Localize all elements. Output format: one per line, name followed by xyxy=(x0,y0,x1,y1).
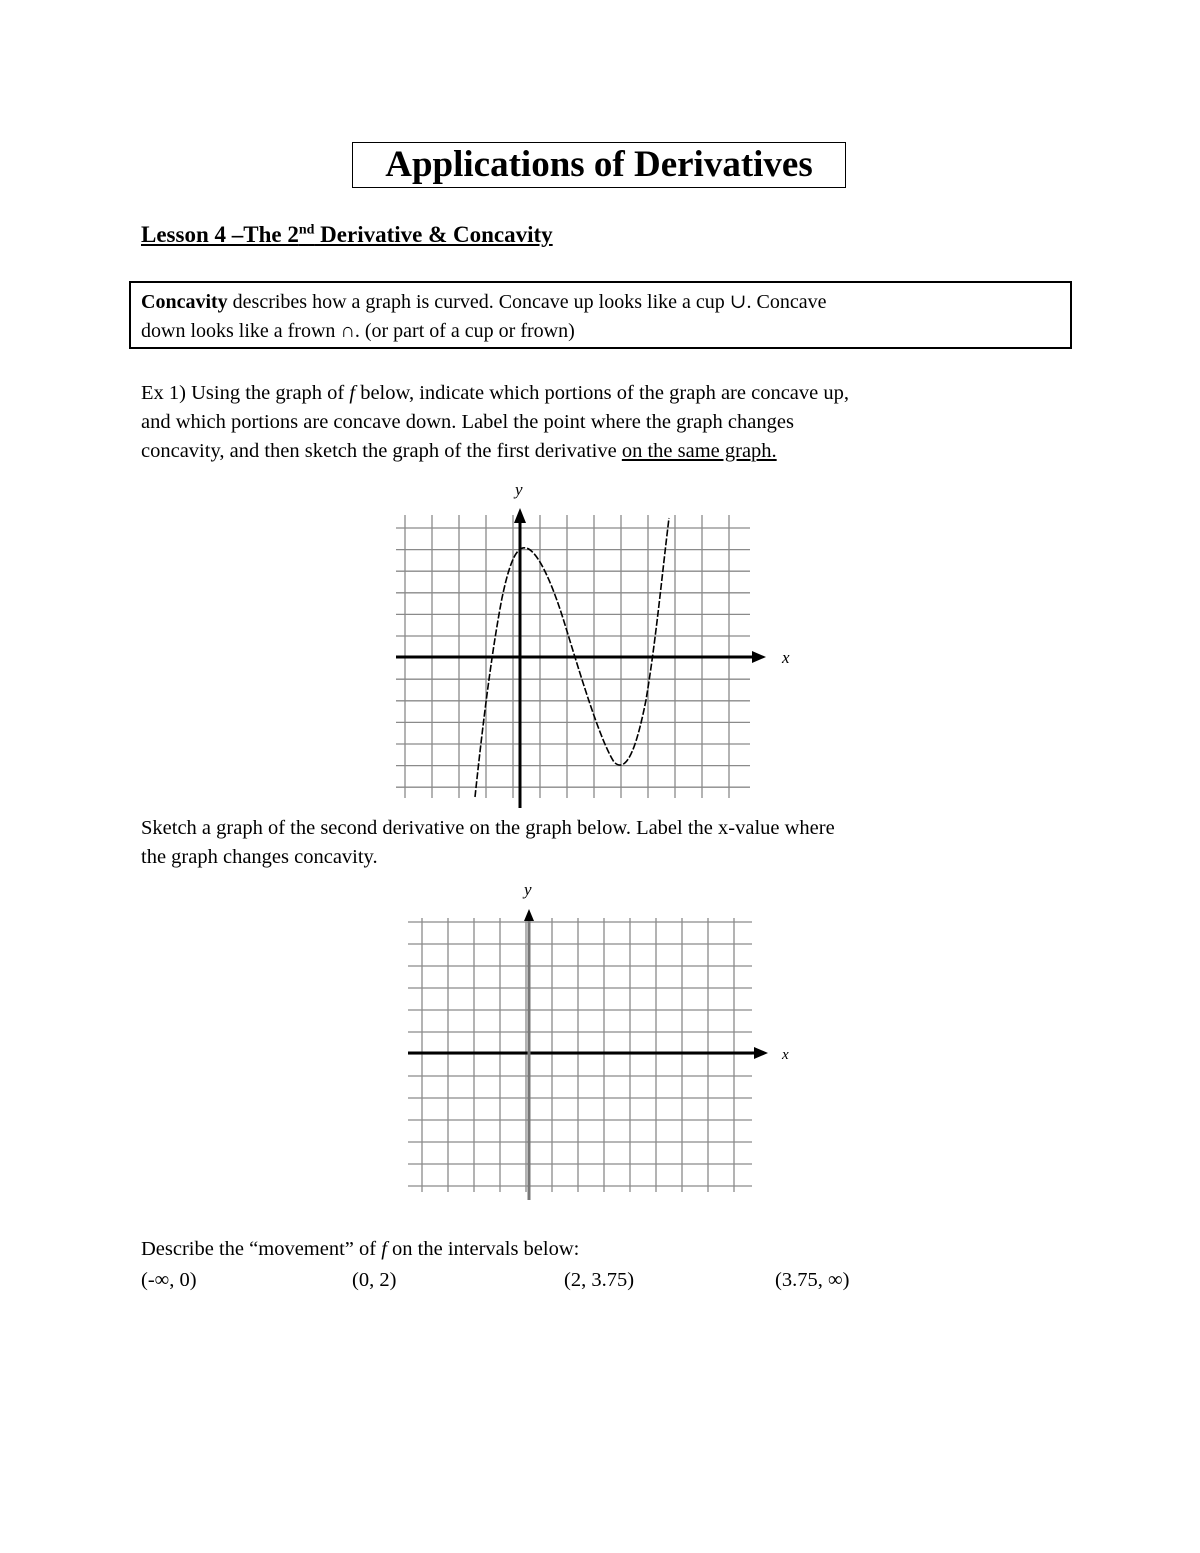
page-title: Applications of Derivatives xyxy=(352,142,846,188)
function-f-label: f xyxy=(349,382,356,404)
lesson-heading-prefix: Lesson 4 –The 2 xyxy=(141,222,299,247)
graph-2-grid xyxy=(408,918,752,1192)
describe-movement-prompt xyxy=(141,1235,579,1264)
graph-2-x-label: x xyxy=(782,1047,789,1063)
interval-2: (0, 2) xyxy=(352,1269,397,1291)
graph-2-y-label: y xyxy=(524,880,532,899)
interval-list xyxy=(0,1266,1200,1296)
graph-1-x-label: x xyxy=(782,648,790,667)
interval-3: (2, 3.75) xyxy=(564,1269,635,1291)
sketch-prompt-line-1: Sketch a graph of the second derivative on the graph below. Label the x-value where xyxy=(141,817,835,839)
describe-line-end: on the intervals below: xyxy=(386,1238,580,1260)
definition-term: Concavity xyxy=(141,291,228,313)
lesson-heading-suffix: Derivative & Concavity xyxy=(314,222,553,247)
describe-function-f: f xyxy=(381,1238,387,1260)
sketch-prompt-line-2: the graph changes concavity. xyxy=(141,846,378,868)
interval-4: (3.75, ∞) xyxy=(775,1269,850,1291)
example-1-underlined-text: on the same graph. xyxy=(621,440,777,462)
definition-line-2: down looks like a frown ∩. (or part of a cup or frown) xyxy=(141,320,575,342)
example-1-line-1-end: below, indicate which portions of the graph are concave up, xyxy=(355,382,849,404)
graph-2-x-arrow xyxy=(754,1047,768,1059)
example-1-line-1-start: Ex 1) Using the graph of xyxy=(141,382,350,404)
interval-1: (-∞, 0) xyxy=(141,1269,197,1291)
example-1-line-3-start: concavity, and then sketch the graph of the first derivative xyxy=(141,440,622,462)
graph-1-y-label: y xyxy=(515,480,523,499)
definition-line-1-text: describes how a graph is curved. Concave up looks like a cup ∪. Concave xyxy=(227,291,827,313)
lesson-heading-superscript: nd xyxy=(298,222,315,238)
example-1-line-2: and which portions are concave down. Label the point where the graph changes xyxy=(141,411,794,433)
describe-line-start: Describe the “movement” of xyxy=(141,1238,382,1260)
graph-2-y-arrow xyxy=(524,909,534,921)
